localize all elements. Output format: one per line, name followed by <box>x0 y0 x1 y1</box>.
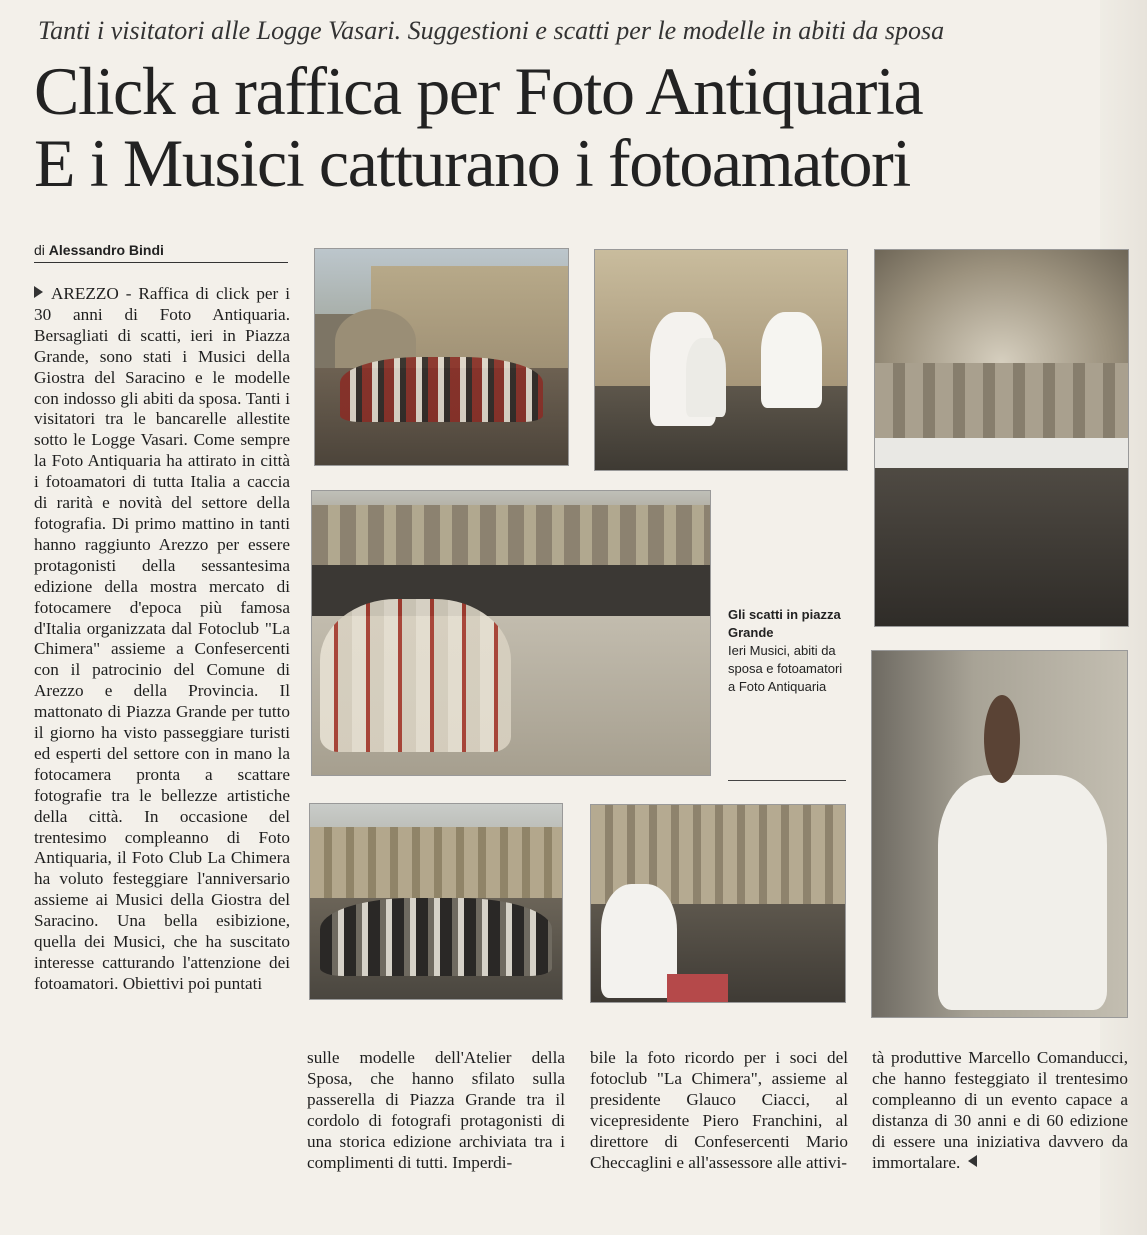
photo-musici-steps <box>314 248 569 466</box>
photo-fotoclub-group <box>309 803 563 1000</box>
photo-brides-steps <box>594 249 848 471</box>
end-arrow-icon <box>968 1155 977 1167</box>
caption-text: Ieri Musici, abiti da sposa e fotoamatori a Foto Antiquaria <box>728 643 843 694</box>
headline <box>34 53 1084 201</box>
article-column-3: bile la foto ricordo per i soci del fotoclub "La Chimera", assieme al presidente Glauco Ciacci, al vicepresidente Piero Franchini, al direttore di Confesercenti Mario Checcaglini e all'assessore alle attivi- <box>590 1048 848 1172</box>
kicker: Tanti i visitatori alle Logge Vasari. Suggestioni e scatti per le modelle in abiti da sposa <box>38 16 945 45</box>
photo-logge-vasari-market <box>874 249 1129 627</box>
dateline: AREZZO <box>51 284 119 303</box>
byline-prefix: di <box>34 242 45 258</box>
headline-line-1: Click a raffica per Foto Antiquaria <box>34 53 923 129</box>
photo-caption <box>728 606 848 696</box>
article-text-col4: tà produttive Marcello Comanducci, che hanno festeggiato il trentesimo compleanno di un evento capace a distanza di 30 anni e di 60 edizione di essere una iniziativa davvero da immortalare. <box>872 1048 1128 1172</box>
caption-title: Gli scatti in piazza Grande <box>728 607 841 640</box>
headline-line-2: E i Musici catturano i fotoamatori <box>34 125 910 201</box>
photo-brides-catwalk <box>590 804 846 1003</box>
article-column-4 <box>872 1048 1128 1173</box>
photo-bride-loggia <box>871 650 1128 1018</box>
article-column-1 <box>34 284 290 995</box>
article-column-2: sulle modelle dell'Atelier della Sposa, che hanno sfilato sulla passerella di Piazza Grande tra il cordolo di fotografi protagonisti di una storica edizione archiviata tra i complimenti di tutti. Imperdi- <box>307 1048 565 1172</box>
byline <box>34 242 288 263</box>
article-text-col1: - Raffica di click per i 30 anni di Foto Antiquaria. Bersagliati di scatti, ieri in Piazza Grande, sono stati i Musici della Giostra del Saracino e le modelle con indosso gli abiti da sposa. Tanti i visitatori tra le bancarelle allestite sotto le Logge Vasari. Come sempre la Foto Antiquaria ha attirato in città i fotoamatori di tutta Italia a caccia di rarità e novità del settore della fotografia. Di primo mattino in tanti hanno raggiunto Arezzo per essere protagonisti della sessantesima edizione della mostra mercato di fotocamere d'epoca più famosa d'Italia organizzata dal Fotoclub "La Chimera" assieme a Confesercenti con il patrocinio del Comune di Arezzo e della Provincia. Il mattonato di Piazza Grande per tutto il giorno ha visto passeggiare turisti ed esperti del settore con in mano la fotocamera pronta a scattare fotografie tra le bellezze artistiche della città. In occasione del trentesimo compleanno di Foto Antiquaria, il Foto Club La Chimera ha voluto festeggiare l'anniversario assieme ai Musici della Giostra del Saracino. Una bella esibizione, quella dei Musici, che ha suscitato interesse catturando l'attenzione dei fotoamatori. Obiettivi poi puntati <box>34 284 290 993</box>
photo-musici-piazza <box>311 490 711 776</box>
start-arrow-icon <box>34 286 43 298</box>
byline-author: Alessandro Bindi <box>48 242 164 258</box>
caption-rule <box>728 780 846 781</box>
